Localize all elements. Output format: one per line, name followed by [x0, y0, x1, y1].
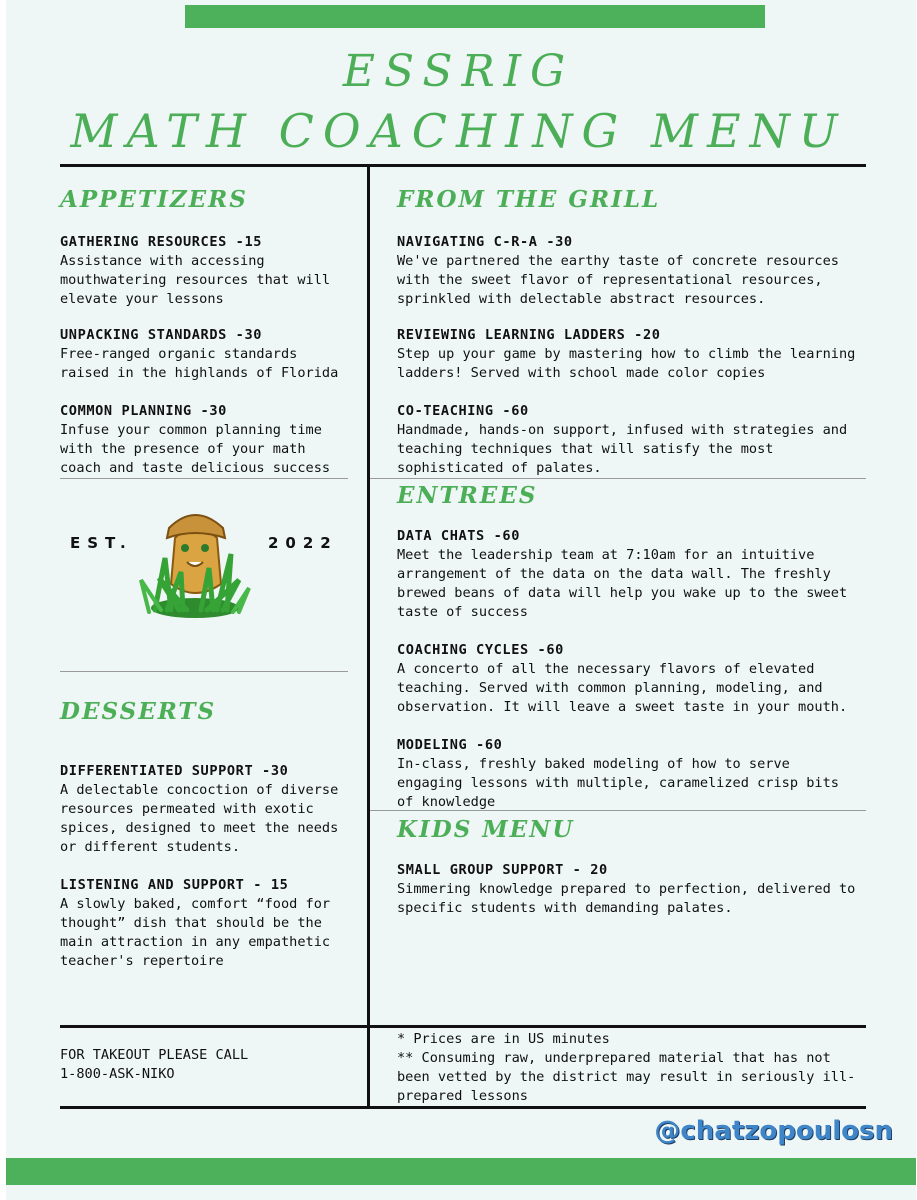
- item-description: Meet the leadership team at 7:10am for an intuitive arrangement of the data on the data wall. The freshly brewed beans of data will help you wake up to the sweet taste of success: [397, 547, 848, 620]
- item-name: COMMON PLANNING -30: [60, 403, 227, 419]
- disclaimer-note: ** Consuming raw, underprepared material that has not been vetted by the district may result in seriously ill- prepared lessons: [397, 1050, 856, 1104]
- menu-item: [60, 233, 355, 309]
- menu-item: [397, 402, 867, 478]
- menu-item: [60, 402, 355, 478]
- appetizers-heading: APPETIZERS: [60, 186, 248, 213]
- item-name: GATHERING RESOURCES -15: [60, 234, 263, 250]
- item-description: Handmade, hands-on support, infused with strategies and teaching techniques that will satisfy the most sophisticated of palates.: [397, 422, 848, 476]
- item-name: SMALL GROUP SUPPORT - 20: [397, 862, 608, 878]
- price-note: * Prices are in US minutes: [397, 1031, 610, 1047]
- entrees-heading: ENTREES: [397, 482, 538, 509]
- menu-item: [397, 641, 867, 717]
- item-name: DATA CHATS -60: [397, 528, 520, 544]
- top-accent-bar: [185, 5, 765, 28]
- item-name: CO-TEACHING -60: [397, 403, 529, 419]
- desserts-heading: DESSERTS: [60, 698, 217, 725]
- grill-bottom-rule: [370, 478, 866, 479]
- logo-bottom-rule: [60, 671, 348, 672]
- item-description: A slowly baked, comfort “food for thought” dish that should be the main attraction in any empathetic teacher's repertoire: [60, 896, 331, 969]
- menu-item: [60, 762, 355, 857]
- menu-item: [397, 527, 867, 622]
- item-description: Free-ranged organic standards raised in the highlands of Florida: [60, 346, 339, 381]
- appetizers-bottom-rule: [60, 478, 348, 479]
- footer-top-divider: [60, 1025, 866, 1028]
- menu-item: [60, 876, 355, 971]
- est-label: EST.: [70, 534, 133, 552]
- item-description: We've partnered the earthy taste of concrete resources with the sweet flavor of representational resources, sprinkled with delectable abstract resources.: [397, 253, 839, 307]
- kids-menu-heading: KIDS MENU: [397, 816, 575, 843]
- menu-item: [60, 326, 355, 383]
- item-name: MODELING -60: [397, 737, 503, 753]
- item-description: Assistance with accessing mouthwatering resources that will elevate your lessons: [60, 253, 331, 307]
- item-name: UNPACKING STANDARDS -30: [60, 327, 263, 343]
- item-description: Step up your game by mastering how to climb the learning ladders! Served with school made color copies: [397, 346, 856, 381]
- item-name: REVIEWING LEARNING LADDERS -20: [397, 327, 661, 343]
- item-description: A concerto of all the necessary flavors of elevated teaching. Served with common planning, modeling, and observation. It will leave a sweet taste in your mouth.: [397, 661, 848, 715]
- grill-heading: FROM THE GRILL: [397, 186, 661, 213]
- menu-item: [397, 233, 867, 309]
- menu-title: MATH COACHING MENU: [70, 104, 847, 158]
- item-name: COACHING CYCLES -60: [397, 642, 564, 658]
- item-description: Simmering knowledge prepared to perfection, delivered to specific students with demanding palates.: [397, 881, 856, 916]
- panther-in-grass-icon: [135, 498, 255, 620]
- item-description: In-class, freshly baked modeling of how to serve engaging lessons with multiple, caramelized crisp bits of knowledge: [397, 756, 839, 810]
- menu-item: [397, 861, 867, 918]
- takeout-info: FOR TAKEOUT PLEASE CALL 1-800-ASK-NIKO: [60, 1047, 249, 1082]
- est-year: 2022: [268, 534, 338, 552]
- column-divider: [367, 166, 370, 1107]
- item-description: A delectable concoction of diverse resources permeated with exotic spices, designed to meet the needs or different students.: [60, 782, 339, 855]
- menu-item: [397, 326, 867, 383]
- menu-item: [397, 736, 867, 812]
- footer-bottom-divider: [60, 1106, 866, 1109]
- header-divider: [60, 164, 866, 167]
- item-name: DIFFERENTIATED SUPPORT -30: [60, 763, 289, 779]
- item-name: NAVIGATING C-R-A -30: [397, 234, 573, 250]
- item-description: Infuse your common planning time with the presence of your math coach and taste delicious success: [60, 422, 331, 476]
- bottom-accent-bar: [6, 1158, 916, 1185]
- author-handle: @chatzopoulosn: [654, 1116, 893, 1146]
- item-name: LISTENING AND SUPPORT - 15: [60, 877, 289, 893]
- school-title: ESSRIG: [342, 46, 575, 97]
